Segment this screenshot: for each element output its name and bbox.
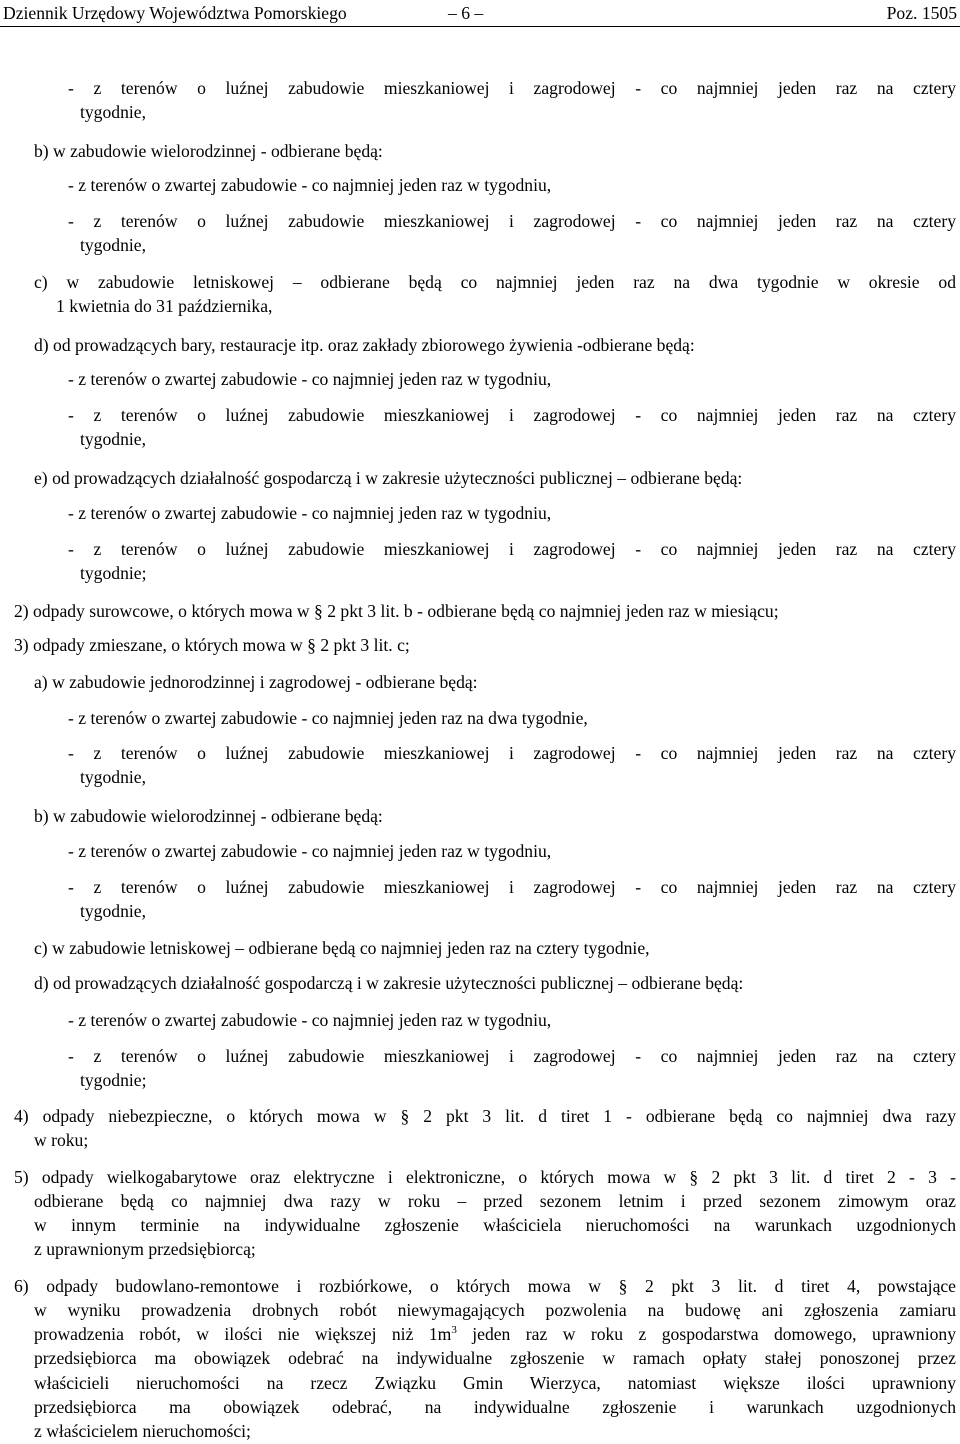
text-line: c) w zabudowie letniskowej – odbierane będą co najmniej jeden raz na cztery tygodnie, — [34, 938, 650, 958]
text-line: w innym terminie na indywidualne zgłoszenie właściciela nieruchomości na warunkach uzgodnionych — [34, 1215, 956, 1235]
text-line: 4) odpady niebezpieczne, o których mowa w § 2 pkt 3 lit. d tiret 1 - odbierane będą co najmniej dwa razy — [14, 1106, 956, 1126]
text-line: 2) odpady surowcowe, o których mowa w § 2 pkt 3 lit. b - odbierane będą co najmniej jeden raz w miesiącu; — [14, 601, 779, 621]
text-line: przedsiębiorca ma obowiązek odebrać na indywidualne zgłoszenie w ramach opłaty stałej ponoszonej przez — [34, 1348, 956, 1368]
text-line: - z terenów o zwartej zabudowie - co najmniej jeden raz na dwa tygodnie, — [68, 708, 588, 728]
text-line: 5) odpady wielkogabarytowe oraz elektryczne i elektroniczne, o których mowa w § 2 pkt 3 lit. d tiret 2 - 3 - — [14, 1167, 956, 1187]
journal-title: Dziennik Urzędowy Województwa Pomorskiego — [3, 3, 347, 23]
text-fragment: jeden raz w roku z gospodarstwa domowego, uprawniony — [456, 1324, 957, 1344]
text-fragment: prowadzenia robót, w ilości nie większej niż 1m — [34, 1324, 452, 1344]
text-line: - z terenów o luźnej zabudowie mieszkaniowej i zagrodowej - co najmniej jeden raz na cztery — [68, 877, 956, 897]
text-line: - z terenów o luźnej zabudowie mieszkaniowej i zagrodowej - co najmniej jeden raz na cztery — [68, 78, 956, 98]
superscript: 3 — [451, 1324, 457, 1337]
text-line: - z terenów o luźnej zabudowie mieszkaniowej i zagrodowej - co najmniej jeden raz na cztery — [68, 211, 956, 231]
text-line: d) od prowadzących bary, restauracje itp. oraz zakłady zbiorowego żywienia -odbierane będą: — [34, 335, 695, 355]
text-line: - z terenów o zwartej zabudowie - co najmniej jeden raz w tygodniu, — [68, 841, 552, 861]
text-line: z właścicielem nieruchomości; — [34, 1421, 251, 1441]
text-line: tygodnie, — [80, 429, 146, 449]
text-line: odbierane będą co najmniej dwa razy w roku – przed sezonem letnim i przed sezonem zimowym oraz — [34, 1191, 956, 1211]
text-line: 3) odpady zmieszane, o których mowa w § 2 pkt 3 lit. c; — [14, 635, 410, 655]
text-line: c) w zabudowie letniskowej – odbierane będą co najmniej jeden raz na dwa tygodnie w okresie od — [34, 272, 956, 292]
text-line: - z terenów o zwartej zabudowie - co najmniej jeden raz w tygodniu, — [68, 503, 552, 523]
text-line: tygodnie; — [80, 1070, 147, 1090]
text-line: tygodnie; — [80, 563, 147, 583]
text-line: 1 kwietnia do 31 października, — [56, 296, 273, 316]
text-line: w roku; — [34, 1130, 89, 1150]
text-line: tygodnie, — [80, 235, 146, 255]
text-line: b) w zabudowie wielorodzinnej - odbierane będą: — [34, 141, 383, 161]
text-line: - z terenów o luźnej zabudowie mieszkaniowej i zagrodowej - co najmniej jeden raz na cztery — [68, 743, 956, 763]
page-number: – 6 – — [448, 3, 484, 23]
text-line: tygodnie, — [80, 767, 146, 787]
text-line: d) od prowadzących działalność gospodarczą i w zakresie użyteczności publicznej – odbierane będą: — [34, 973, 744, 993]
text-line: b) w zabudowie wielorodzinnej - odbierane będą: — [34, 806, 383, 826]
text-line: przedsiębiorca ma obowiązek odebrać, na indywidualne zgłoszenie i warunkach uzgodnionych — [34, 1397, 956, 1417]
text-line: e) od prowadzących działalność gospodarczą i w zakresie użyteczności publicznej – odbierane będą: — [34, 468, 743, 488]
text-line: tygodnie, — [80, 102, 146, 122]
text-line: tygodnie, — [80, 901, 146, 921]
text-line: 6) odpady budowlano-remontowe i rozbiórkowe, o których mowa w § 2 pkt 3 lit. d tiret 4, powstające — [14, 1276, 956, 1296]
position-number: Poz. 1505 — [886, 3, 957, 23]
page-header — [0, 0, 960, 27]
text-line: - z terenów o luźnej zabudowie mieszkaniowej i zagrodowej - co najmniej jeden raz na cztery — [68, 405, 956, 425]
text-line: właścicieli nieruchomości na rzecz Związku Gmin Wierzyca, natomiast większe ilości uprawniony — [34, 1373, 956, 1393]
text-line: z uprawnionym przedsiębiorcą; — [34, 1239, 256, 1259]
text-line: a) w zabudowie jednorodzinnej i zagrodowej - odbierane będą: — [34, 672, 478, 692]
text-line: - z terenów o zwartej zabudowie - co najmniej jeden raz w tygodniu, — [68, 369, 552, 389]
text-line: - z terenów o luźnej zabudowie mieszkaniowej i zagrodowej - co najmniej jeden raz na cztery — [68, 539, 956, 559]
text-line: - z terenów o luźnej zabudowie mieszkaniowej i zagrodowej - co najmniej jeden raz na cztery — [68, 1046, 956, 1066]
text-line: w wyniku prowadzenia drobnych robót niewymagających pozwolenia na budowę ani zgłoszenia zamiaru — [34, 1300, 956, 1320]
text-line: - z terenów o zwartej zabudowie - co najmniej jeden raz w tygodniu, — [68, 175, 552, 195]
text-line: - z terenów o zwartej zabudowie - co najmniej jeden raz w tygodniu, — [68, 1010, 552, 1030]
